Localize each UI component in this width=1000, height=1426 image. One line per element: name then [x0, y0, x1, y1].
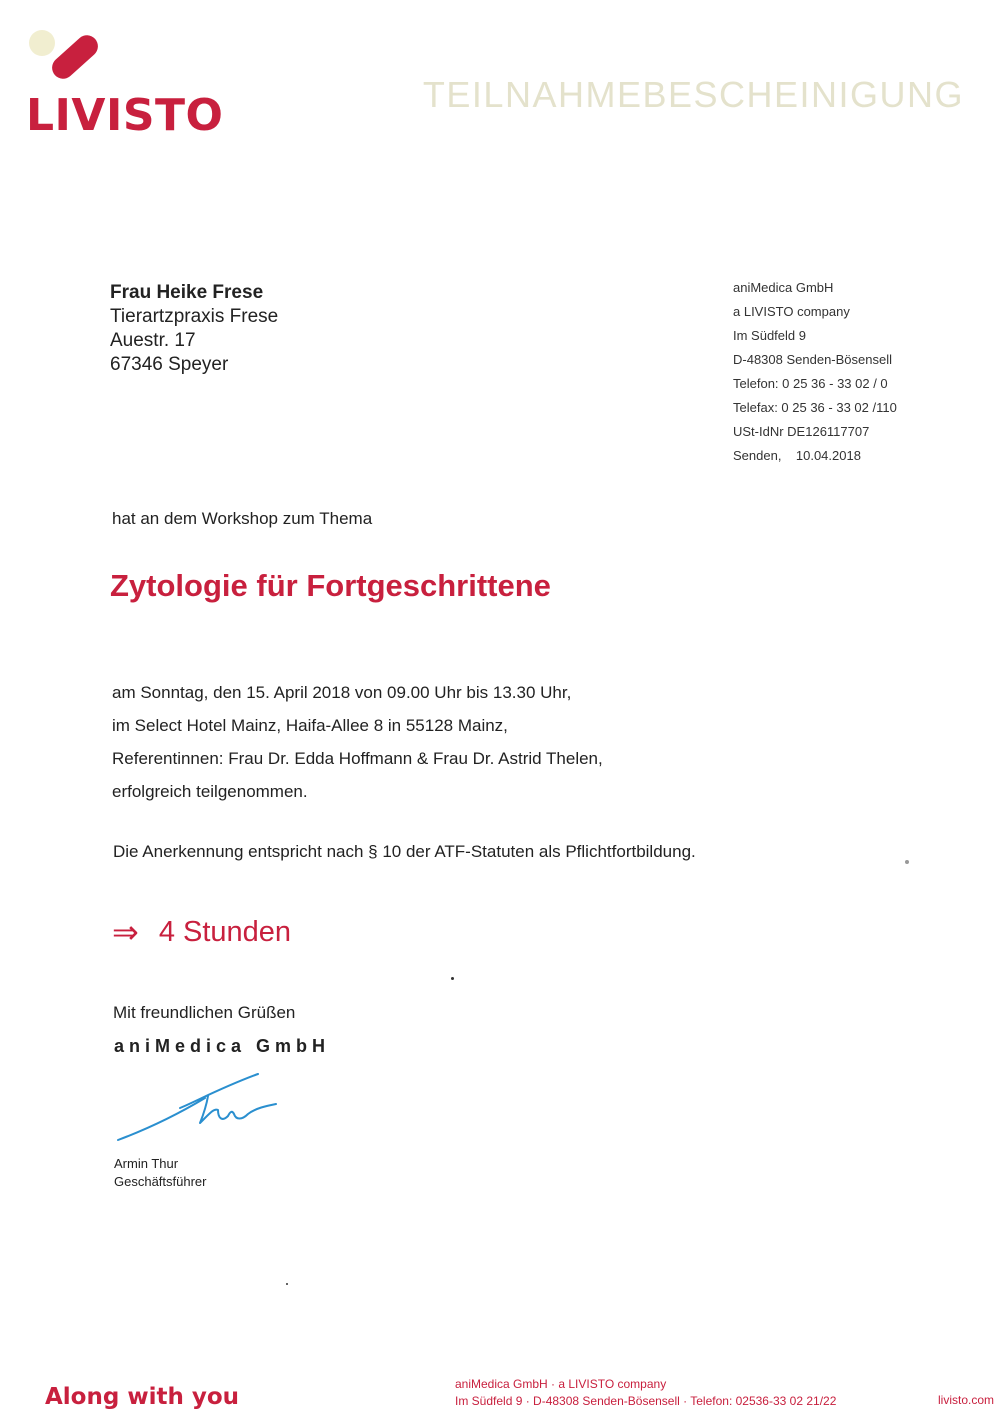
recipient-street: Auestr. 17 — [110, 330, 196, 351]
footer-contact — [455, 1376, 836, 1410]
closing-greeting: Mit freundlichen Grüßen — [113, 1003, 296, 1022]
recipient-practice: Tierartzpraxis Frese — [110, 306, 279, 327]
scan-speck — [451, 977, 454, 980]
recipient-name: Frau Heike Frese — [110, 282, 264, 303]
sender-company: aniMedica GmbH — [733, 280, 834, 295]
signer-name: Armin Thur — [114, 1156, 179, 1171]
handwritten-signature — [110, 1068, 290, 1148]
intro-text: hat an dem Workshop zum Thema — [112, 509, 373, 528]
livisto-logo-text: LIVISTO — [26, 90, 224, 141]
signer-title: Geschäftsführer — [114, 1174, 207, 1189]
hours-line — [112, 914, 291, 950]
footer-website: livisto.com — [937, 1393, 994, 1407]
detail-location: im Select Hotel Mainz, Haifa-Allee 8 in 55128 Mainz, — [112, 716, 508, 735]
detail-completion: erfolgreich teilgenommen. — [112, 782, 308, 801]
sender-city: D-48308 Senden-Bösensell — [733, 352, 892, 367]
sender-address — [733, 276, 897, 468]
sender-group: a LIVISTO company — [733, 304, 850, 319]
sender-place-date: Senden, 10.04.2018 — [733, 448, 861, 463]
detail-speakers: Referentinnen: Frau Dr. Edda Hoffmann & Frau Dr. Astrid Thelen, — [112, 749, 603, 768]
sender-fax: Telefax: 0 25 36 - 33 02 /110 — [733, 400, 897, 415]
signer-block — [114, 1155, 207, 1191]
recipient-address — [110, 281, 278, 377]
recipient-city: 67346 Speyer — [110, 354, 229, 375]
footer-company-line: aniMedica GmbH · a LIVISTO company — [455, 1377, 667, 1391]
scan-speck — [905, 860, 909, 864]
livisto-logo-icon — [28, 26, 98, 86]
recognition-text: Die Anerkennung entspricht nach § 10 der ATF-Statuten als Pflichtfortbildung. — [113, 842, 696, 861]
sender-phone: Telefon: 0 25 36 - 33 02 / 0 — [733, 376, 888, 391]
detail-date: am Sonntag, den 15. April 2018 von 09.00 Uhr bis 13.30 Uhr, — [112, 683, 572, 702]
hours-value: 4 Stunden — [158, 915, 292, 948]
double-arrow-icon: ⇒ — [112, 914, 139, 950]
footer-slogan: Along with you — [45, 1384, 240, 1410]
footer-address-line: Im Südfeld 9 · D-48308 Senden-Bösensell · Telefon: 02536-33 02 21/22 — [455, 1394, 837, 1408]
closing-company: aniMedica GmbH — [114, 1036, 331, 1056]
workshop-topic: Zytologie für Fortgeschrittene — [110, 568, 551, 603]
sender-vat: USt-IdNr DE126117707 — [733, 424, 870, 439]
scan-speck — [286, 1283, 288, 1285]
sender-street: Im Südfeld 9 — [733, 328, 806, 343]
workshop-details — [112, 676, 603, 808]
document-title: TEILNAHMEBESCHEINIGUNG — [422, 74, 964, 115]
